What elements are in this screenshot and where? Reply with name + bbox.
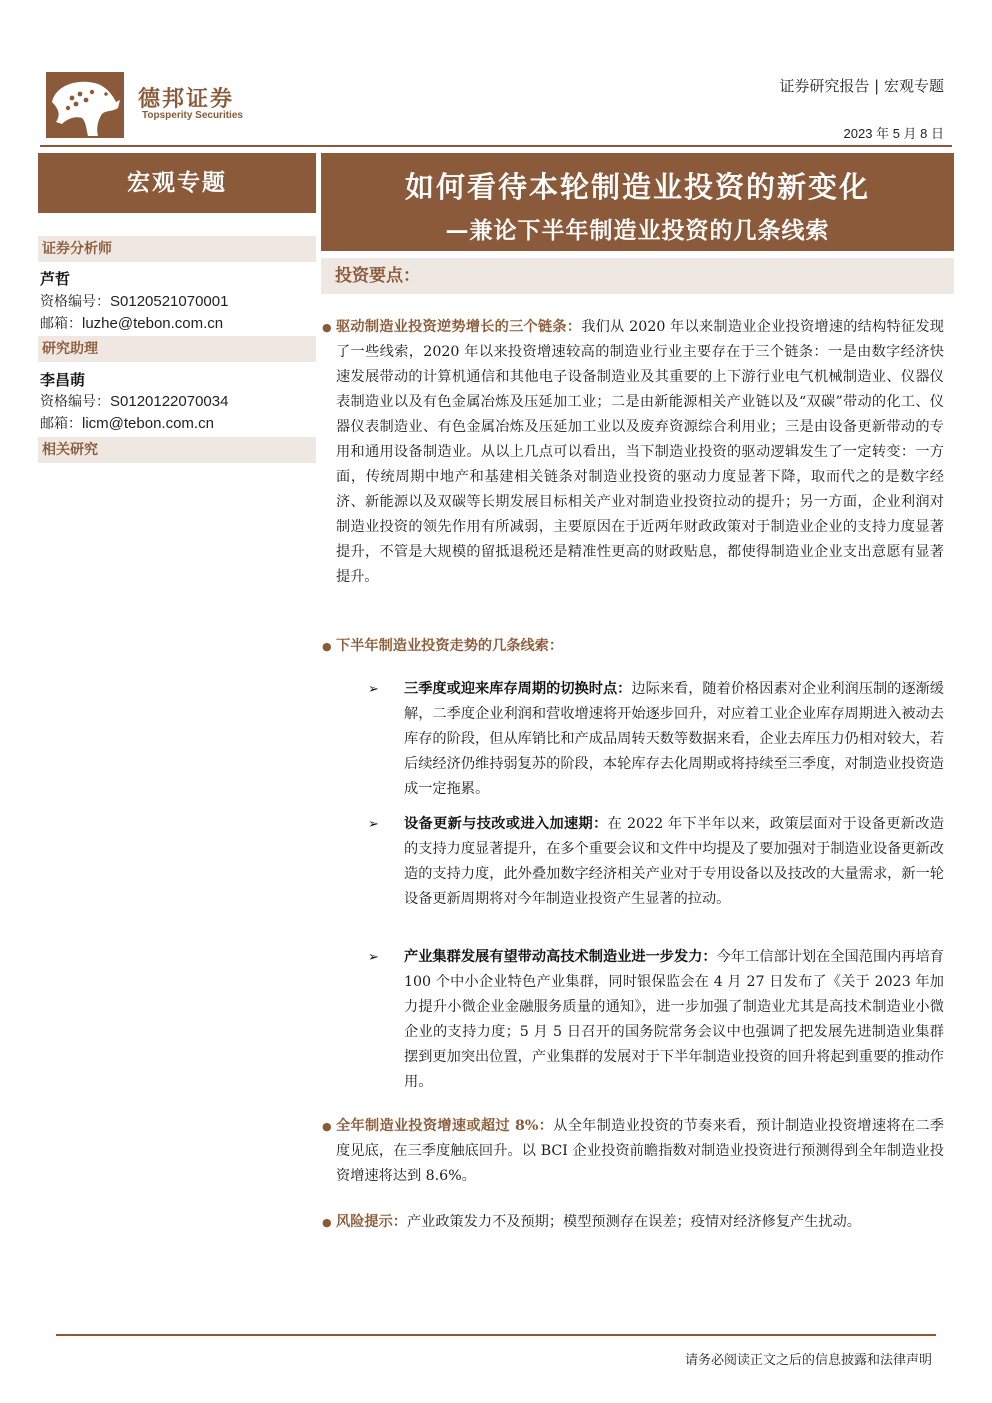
footer-disclaimer: 请务必阅读正文之后的信息披露和法律声明	[684, 1353, 932, 1368]
analyst-email-line	[40, 313, 223, 333]
sub-point-1	[368, 677, 944, 802]
footer-divider	[56, 1334, 936, 1336]
category-banner: 宏观专题	[38, 153, 316, 213]
sub-point-2-text: 在 2022 年下半年以来，政策层面对于设备更新改造的支持力度显著提升，在多个重要会议和文件中均提及了要加强对于制造业设备更新改造的支持力度，此外叠加数字经济相关产业对于专用设备以及技改的大量需求，新一轮设备更新周期将对今年制造业投资产生显著的拉动。	[404, 816, 944, 907]
arrow-bullet-icon: ➢	[368, 817, 379, 832]
assistant-heading: 研究助理	[38, 336, 316, 362]
key-point-2-lead: 下半年制造业投资走势的几条线索：	[336, 638, 564, 654]
key-point-1	[322, 315, 944, 590]
assistant-email-label: 邮箱：	[40, 416, 82, 432]
bullet-dot-icon: ●	[322, 1120, 332, 1133]
logo-name: 德邦证券	[138, 87, 235, 112]
sub-point-1-lead: 三季度或迎来库存周期的切换时点：	[404, 681, 632, 697]
bullet-dot-icon: ●	[322, 1216, 332, 1229]
sub-point-1-text: 边际来看，随着价格因素对企业利润压制的逐渐缓解，二季度企业利润和营收增速将开始逐步回升，对应着工业企业库存周期进入被动去库存的阶段，但从库销比和产成品周转天数等数据来看，企业去库压力仍相对较大，若后续经济仍维持弱复苏的阶段，本轮库存去化周期或将持续至三季度，对制造业投资造成一定拖累。	[404, 681, 944, 797]
report-date: 2023 年 5 月 8 日	[843, 126, 944, 141]
sub-point-3-text: 今年工信部计划在全国范围内再培育 100 个中小企业特色产业集群，同时银保监会在 4 月 27 日发布了《关于 2023 年加力提升小微企业金融服务质量的通知》，进一步加强了制造业尤其是高技术制造业小微企业的支持力度；5 月 5 日召开的国务院常务会议中也强调了把发展先进制造业集群摆到更加突出位置，产业集群的发展对于下半年制造业投资的回升将起到重要的推动作用。	[404, 949, 944, 1090]
key-point-3	[322, 1114, 944, 1189]
bullet-dot-icon: ●	[322, 640, 332, 653]
key-points-heading: 投资要点：	[321, 258, 954, 294]
arrow-bullet-icon: ➢	[368, 950, 379, 965]
assistant-email-line	[40, 413, 214, 433]
assistant-cert-line	[40, 391, 228, 411]
analyst-name: 芦哲	[40, 270, 71, 288]
analyst-cert-label: 资格编号：	[40, 294, 110, 310]
risk-warning	[322, 1210, 944, 1235]
analyst-email-label: 邮箱：	[40, 316, 82, 332]
logo-english-name: Topsperity Securities	[142, 110, 243, 121]
key-point-3-text: 从全年制造业投资的节奏来看，预计制造业投资增速将在二季度见底，在三季度触底回升。以 BCI 企业投资前瞻指数对制造业投资进行预测得到全年制造业投资增速将达到 8.6%。	[336, 1118, 944, 1184]
assistant-cert-label: 资格编号：	[40, 394, 110, 410]
sub-point-3	[368, 945, 944, 1095]
sub-point-2-lead: 设备更新与技改或进入加速期：	[404, 816, 608, 832]
assistant-cert: S0120122070034	[110, 393, 229, 410]
report-type: 证券研究报告 | 宏观专题	[779, 77, 944, 95]
tebon-logo-icon	[46, 72, 124, 138]
assistant-email[interactable]: licm@tebon.com.cn	[82, 415, 214, 432]
report-title: 如何看待本轮制造业投资的新变化	[404, 170, 870, 204]
analyst-email[interactable]: luzhe@tebon.com.cn	[82, 315, 224, 332]
bullet-dot-icon: ●	[322, 321, 332, 334]
report-subtitle: —兼论下半年制造业投资的几条线索	[445, 217, 830, 244]
header-divider	[40, 145, 952, 147]
analyst-cert-line	[40, 291, 228, 311]
key-point-1-text: 我们从 2020 年以来制造业企业投资增速的结构特征发现了一些线索，2020 年以来投资增速较高的制造业行业主要存在于三个链条：一是由数字经济快速发展带动的计算机通信和其他电子设备制造业及其重要的上下游行业电气机械制造业、仪器仪表制造业以及有色金属冶炼及压延加工业；二是由新能源相关产业链以及“双碳”带动的化工、仪器仪表制造业、有色金属冶炼及压延加工业以及废弃资源综合利用业；三是由设备更新带动的专用和通用设备制造业。从以上几点可以看出，当下制造业投资的驱动逻辑发生了一定转变：一方面，传统周期中地产和基建相关链条对制造业投资的驱动力度显著下降，取而代之的是数字经济、新能源以及双碳等长期发展目标相关产业对制造业投资拉动的提升；另一方面，企业利润对制造业投资的领先作用有所减弱，主要原因在于近两年财政政策对于制造业企业的支持力度显著提升，不管是大规模的留抵退税还是精准性更高的财政贴息，都使得制造业企业支出意愿有显著提升。	[336, 319, 944, 585]
key-point-3-lead: 全年制造业投资增速或超过 8%：	[336, 1118, 554, 1134]
sub-point-3-lead: 产业集群发展有望带动高技术制造业进一步发力：	[404, 949, 717, 965]
related-research-heading: 相关研究	[38, 437, 316, 463]
key-point-1-lead: 驱动制造业投资逆势增长的三个链条：	[336, 319, 582, 335]
title-block	[321, 153, 954, 251]
analyst-cert: S0120521070001	[110, 293, 229, 310]
risk-warning-lead: 风险提示：	[336, 1214, 407, 1230]
analyst-heading: 证券分析师	[38, 236, 316, 262]
key-point-2	[322, 634, 944, 659]
arrow-bullet-icon: ➢	[368, 682, 379, 697]
risk-warning-text: 产业政策发力不及预期；模型预测存在误差；疫情对经济修复产生扰动。	[406, 1214, 861, 1230]
sub-point-2	[368, 812, 944, 912]
assistant-name: 李昌萌	[40, 371, 86, 389]
